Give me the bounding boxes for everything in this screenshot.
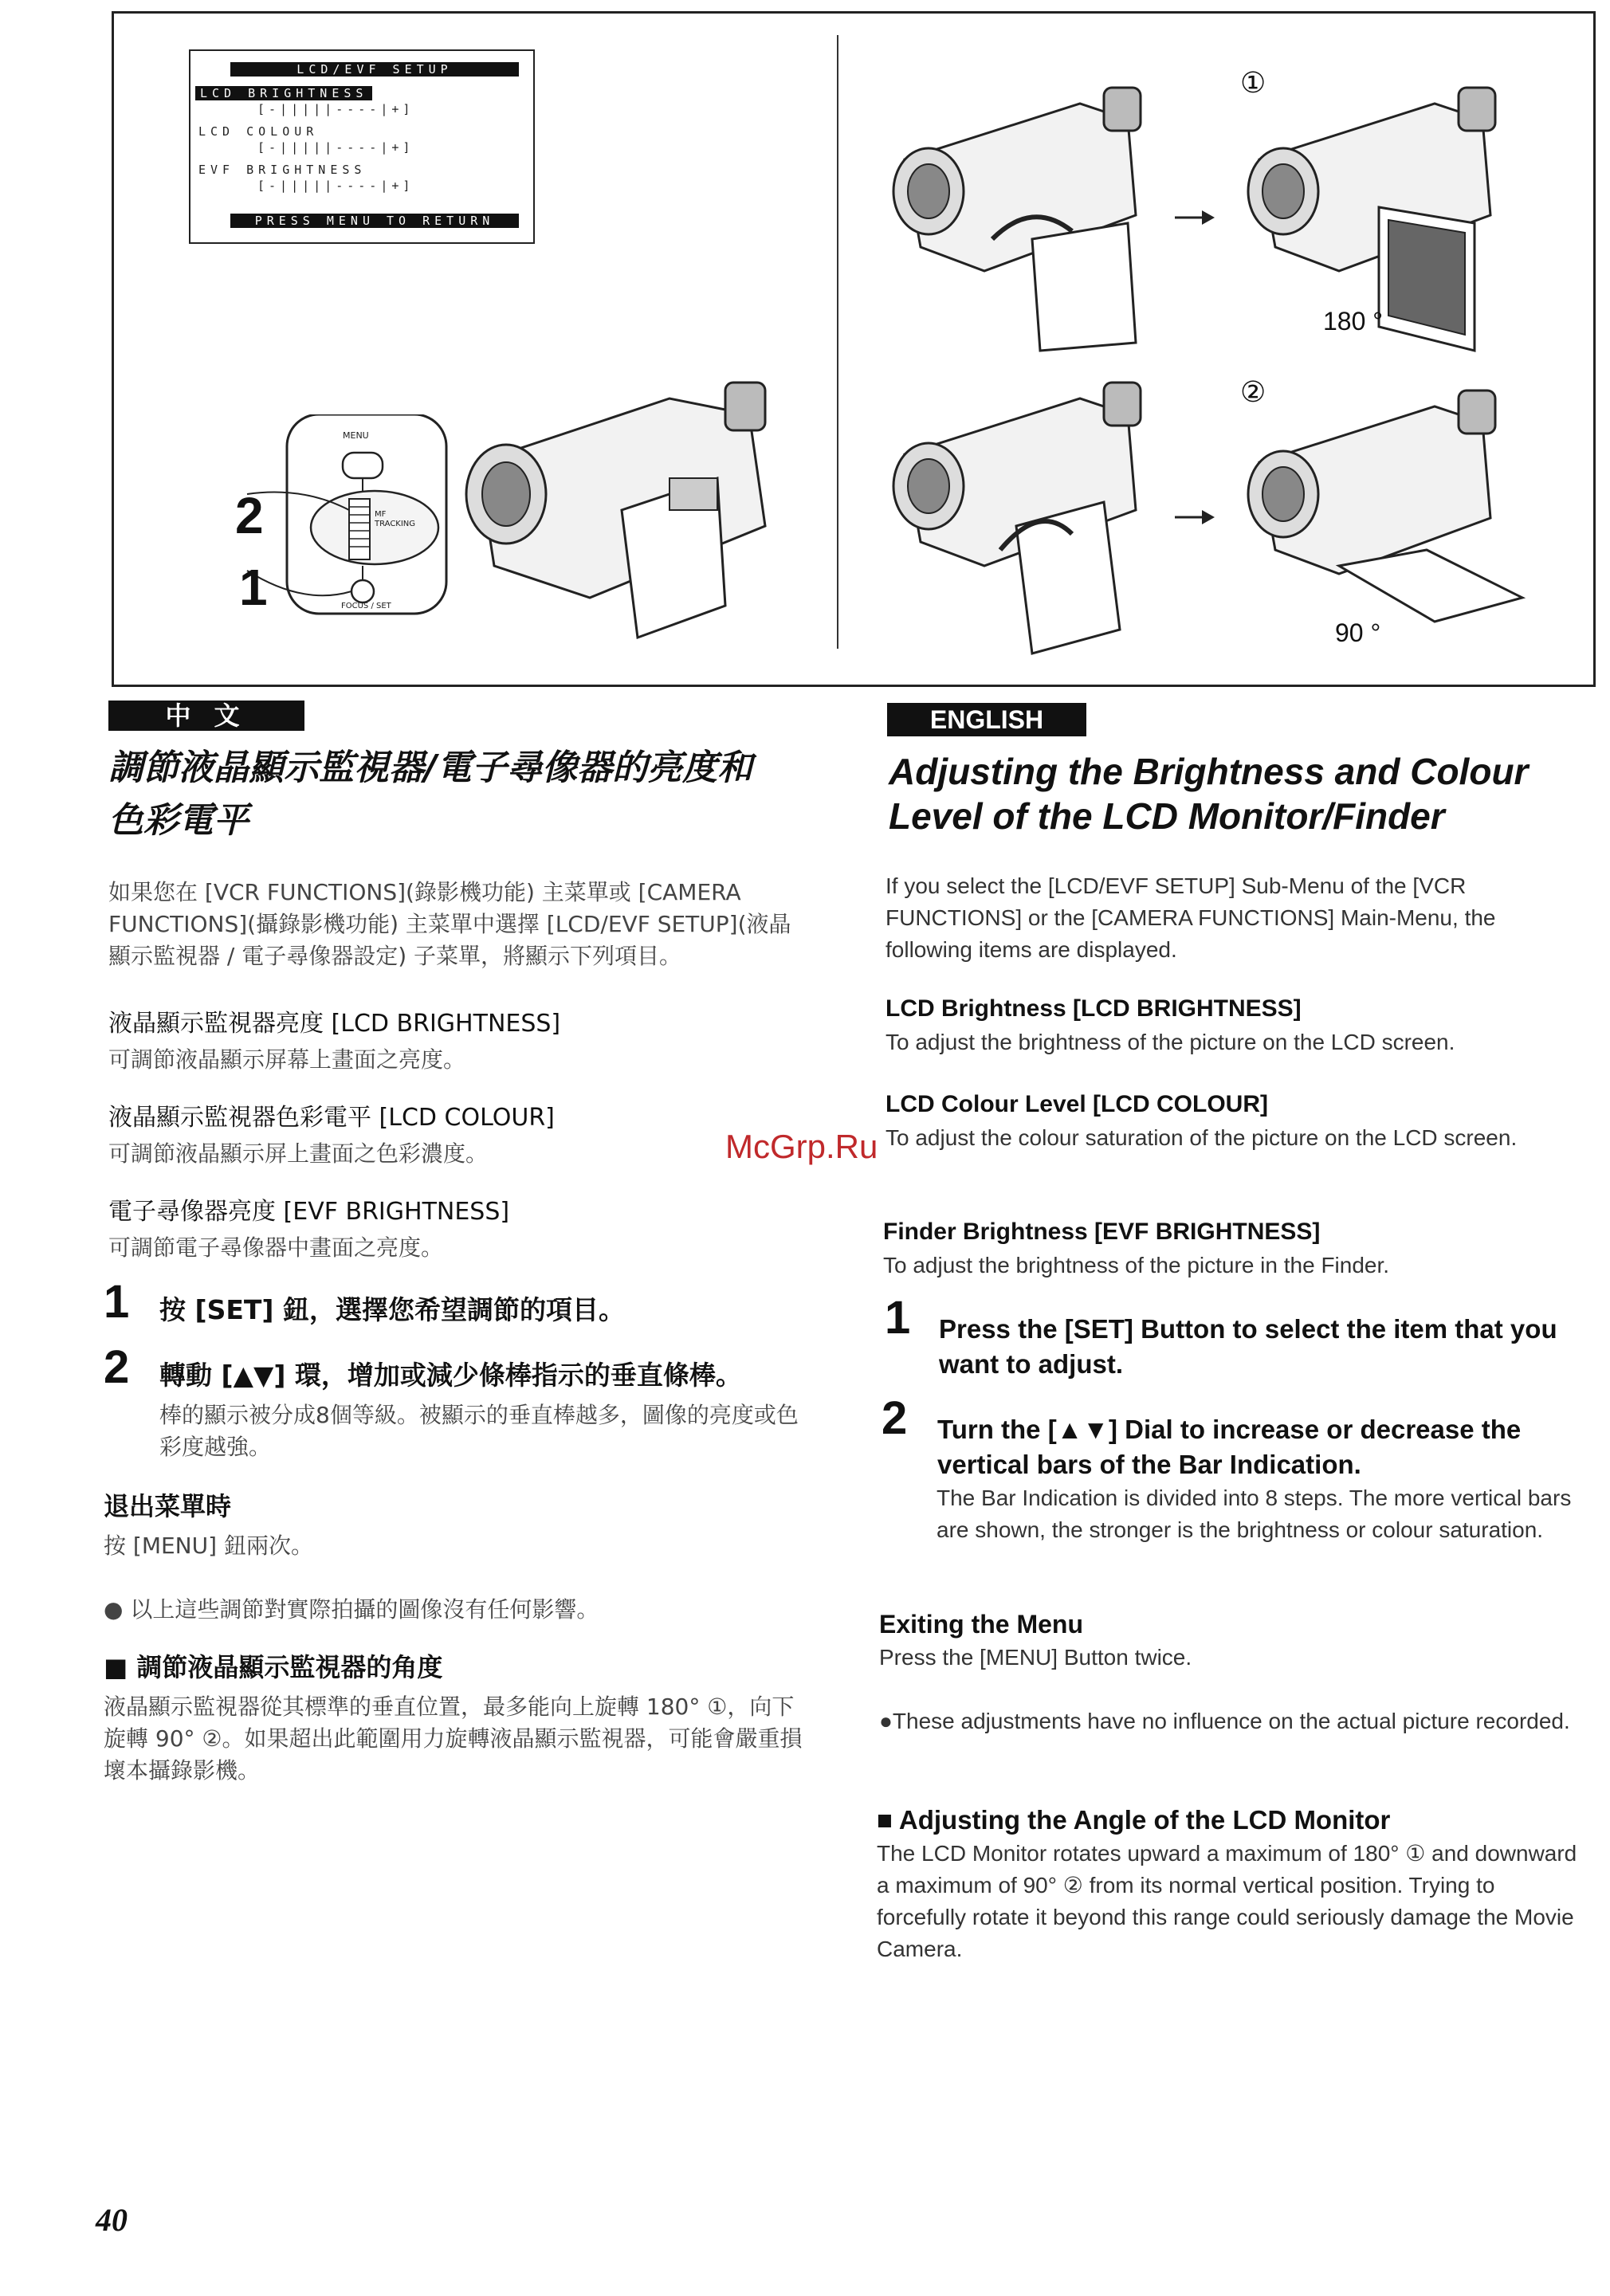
- menu-item-lcd-colour: LCD COLOUR: [198, 124, 319, 139]
- zh-angle-title: ■ 調節液晶顯示監視器的角度: [104, 1652, 443, 1682]
- zh-step1-text: 按 [SET] 鈕，選擇您希望調節的項目。: [159, 1294, 625, 1325]
- marker-2: ②: [1240, 376, 1266, 409]
- en-intro: If you select the [LCD/EVF SETUP] Sub-Menu of the [VCR FUNCTIONS] or the [CAMERA FUNCTIONS] Main-Menu, the following items are displayed.: [886, 873, 1496, 962]
- watermark: McGrp.Ru: [725, 1128, 878, 1165]
- focus-set-label: FOCUS / SET: [341, 602, 391, 610]
- lcd-evf-setup-menu: [189, 49, 535, 244]
- zh-item3-desc: 可調節電子尋像器中畫面之亮度。: [108, 1234, 444, 1261]
- menu-scale-lcd-brightness: [-|||||----|+]: [257, 102, 414, 116]
- zh-section-tag: 中 文: [108, 701, 304, 731]
- en-item1-desc: To adjust the brightness of the picture on the LCD screen.: [886, 1030, 1455, 1054]
- zh-step2-text: 轉動 [▲▼] 環，增加或減少條棒指示的垂直條棒。: [159, 1360, 742, 1391]
- menu-scale-evf-brightness: [-|||||----|+]: [257, 179, 414, 193]
- en-angle-title: ■ Adjusting the Angle of the LCD Monitor: [877, 1805, 1391, 1835]
- en-step1-text: Press the [SET] Button to select the item that you want to adjust.: [939, 1314, 1557, 1379]
- en-item2-desc: To adjust the colour saturation of the picture on the LCD screen.: [886, 1125, 1518, 1150]
- en-item3-title: Finder Brightness [EVF BRIGHTNESS]: [883, 1219, 1321, 1245]
- angle-down-label: 90 °: [1335, 618, 1381, 647]
- en-exit-title: Exiting the Menu: [879, 1610, 1083, 1639]
- zh-item3-title: 電子尋像器亮度 [EVF BRIGHTNESS]: [108, 1198, 510, 1226]
- camcorder-illustration-open-180: [873, 80, 1160, 367]
- zh-note: ● 以上這些調節對實際拍攝的圖像沒有任何影響。: [104, 1596, 599, 1623]
- zh-title-line1: 調節液晶顯示監視器/電子尋像器的亮度和: [108, 748, 753, 788]
- zh-exit-title: 退出菜單時: [104, 1491, 232, 1521]
- en-step1-number: 1: [885, 1292, 911, 1344]
- en-step2-number: 2: [882, 1392, 908, 1444]
- zh-step2-desc: 棒的顯示被分成8個等級。被顯示的垂直棒越多，圖像的亮度或色彩度越強。: [159, 1402, 799, 1460]
- callout-1: 1: [239, 559, 268, 616]
- en-section-tag: ENGLISH: [887, 703, 1086, 736]
- callout-2: 2: [235, 487, 264, 544]
- en-item1-title: LCD Brightness [LCD BRIGHTNESS]: [886, 995, 1302, 1022]
- zh-title-line2: 色彩電平: [108, 800, 249, 841]
- page-number: 40: [96, 2202, 128, 2238]
- zh-step2-number: 2: [104, 1341, 130, 1393]
- menu-item-lcd-brightness: LCD BRIGHTNESS: [195, 86, 372, 100]
- tracking-label: MF TRACKING: [375, 510, 416, 528]
- menu-title: LCD/EVF SETUP: [230, 62, 519, 77]
- menu-button-label: MENU: [343, 430, 369, 441]
- zh-exit-desc: 按 [MENU] 鈕兩次。: [104, 1533, 313, 1559]
- zh-item1-desc: 可調節液晶顯示屏幕上畫面之亮度。: [108, 1046, 466, 1073]
- camcorder-illustration-main: [430, 367, 789, 653]
- zh-step1-number: 1: [104, 1276, 130, 1328]
- menu-footer: PRESS MENU TO RETURN: [230, 214, 519, 228]
- zh-item2-title: 液晶顯示監視器色彩電平 [LCD COLOUR]: [108, 1104, 555, 1132]
- figure-divider: [837, 35, 838, 649]
- en-angle-desc: The LCD Monitor rotates upward a maximum of 180° ① and downward a maximum of 90° ② from its normal vertical position. Trying to forcefully rotate it beyond this range could seriously damage the Movie Camera.: [877, 1841, 1577, 1961]
- en-item3-desc: To adjust the brightness of the picture in the Finder.: [883, 1253, 1390, 1278]
- angle-up-label: 180 °: [1323, 307, 1384, 336]
- menu-item-evf-brightness: EVF BRIGHTNESS: [198, 163, 367, 177]
- en-title-line1: Adjusting the Brightness and Colour: [889, 751, 1529, 792]
- menu-scale-lcd-colour: [-|||||----|+]: [257, 140, 414, 155]
- en-exit-desc: Press the [MENU] Button twice.: [879, 1645, 1192, 1670]
- en-step2-text: Turn the [▲▼] Dial to increase or decrease the vertical bars of the Bar Indication.: [937, 1415, 1522, 1479]
- en-item2-title: LCD Colour Level [LCD COLOUR]: [886, 1091, 1268, 1117]
- zh-angle-desc: 液晶顯示監視器從其標準的垂直位置，最多能向上旋轉 180° ①，向下旋轉 90° ②。如果超出此範圍用力旋轉液晶顯示監視器，可能會嚴重損壞本攝錄影機。: [104, 1694, 803, 1784]
- en-note: ●These adjustments have no influence on the actual picture recorded.: [879, 1709, 1570, 1733]
- zh-item1-title: 液晶顯示監視器亮度 [LCD BRIGHTNESS]: [108, 1010, 561, 1038]
- en-title-line2: Level of the LCD Monitor/Finder: [889, 795, 1445, 837]
- arrow-right-icon: [1172, 206, 1216, 230]
- zh-intro: 如果您在 [VCR FUNCTIONS](錄影機功能) 主菜單或 [CAMERA FUNCTIONS](攝錄影機功能) 主菜單中選擇 [LCD/EVF SETUP](液晶顯示監視器 / 電子尋像器設定) 子菜單，將顯示下列項目。: [108, 879, 791, 969]
- en-step2-desc: The Bar Indication is divided into 8 steps. The more vertical bars are shown, the stronger is the brightness or colour saturation.: [937, 1486, 1572, 1542]
- camcorder-illustration-rotated-90: [1227, 383, 1530, 653]
- marker-1: ①: [1240, 67, 1266, 100]
- arrow-right-icon: [1172, 505, 1216, 529]
- zh-item2-desc: 可調節液晶顯示屏上畫面之色彩濃度。: [108, 1140, 489, 1167]
- camcorder-illustration-open-90: [873, 375, 1160, 661]
